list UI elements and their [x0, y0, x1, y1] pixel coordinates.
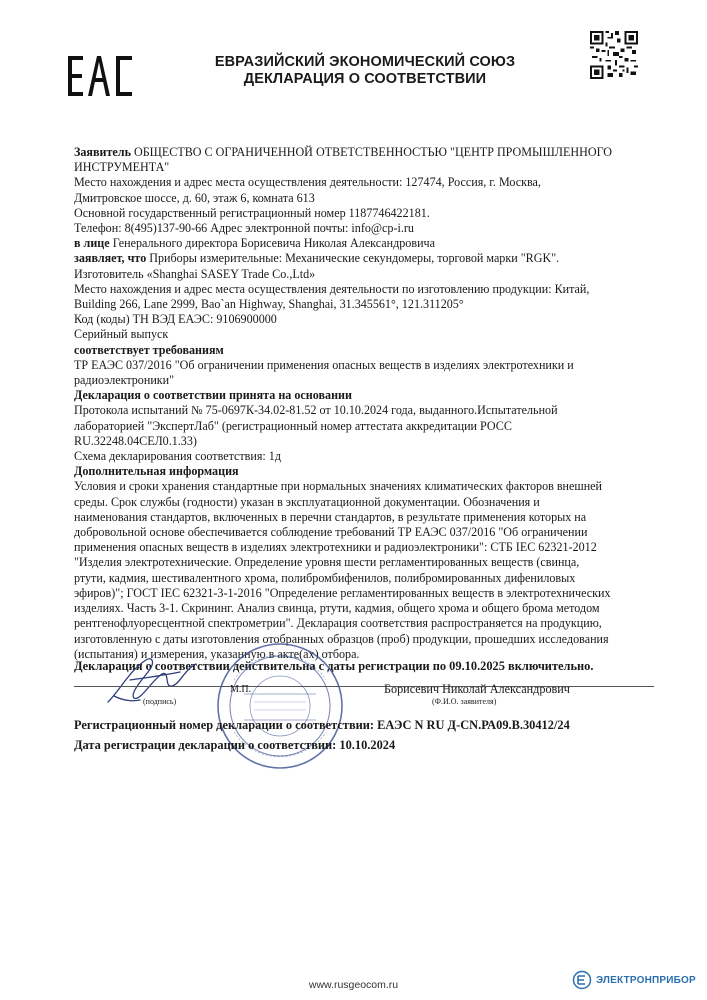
- additional-info-line: добровольной основе обеспечивается соблюдение требований ТР ЕАЭС 037/2016 "Об ограничении: [74, 525, 588, 540]
- tn-ved-code: Код (коды) ТН ВЭД ЕАЭС: 9106900000: [74, 312, 277, 327]
- additional-info-line: рентгенофлуоресцентной спектрометрии". Декларация соответствия распространяется на продукцию,: [74, 616, 602, 631]
- footer-brand: [572, 970, 696, 990]
- represented-line: [74, 236, 654, 251]
- additional-info-line: среды. Срок службы (годности) указан в эксплуатационной документации. Обозначения и: [74, 494, 540, 509]
- applicant-name: ОБЩЕСТВО С ОГРАНИЧЕННОЙ ОТВЕТСТВЕННОСТЬЮ "ЦЕНТР ПРОМЫШЛЕННОГО: [134, 145, 612, 159]
- series-type: Серийный выпуск: [74, 327, 169, 342]
- additional-info-line: применения опасных веществ в изделиях электротехники и радиоэлектроники": СТБ IEC 62321-2012: [74, 540, 597, 555]
- applicant-address-line2: Дмитровское шоссе, д. 60, этаж 6, комната 613: [74, 190, 315, 205]
- additional-info-line: ртути, кадмия, шестивалентного хрома, полибромбифенилов, полибромированных дифениловых: [74, 570, 576, 585]
- applicant-label: Заявитель: [74, 145, 131, 159]
- manufacturer: Изготовитель «Shanghai SASEY Trade Co.,Ltd»: [74, 266, 316, 281]
- applicant-phone: Телефон: 8(495)137-90-66 Адрес электронной почты: info@cp-i.ru: [74, 221, 414, 236]
- additional-info-line: "Изделия электротехнические. Определение уровня шести регламентированных веществ (свинца,: [74, 555, 580, 570]
- declaration-body: [74, 145, 654, 662]
- qr-code-icon: [590, 30, 638, 80]
- declaration-title: ДЕКЛАРАЦИЯ О СООТВЕТСТВИИ: [243, 71, 487, 87]
- registration-date: Дата регистрации декларации о соответствии: 10.10.2024: [74, 738, 396, 752]
- additional-info-line: изготовленную с даты изготовления отобранных образцов (проб) продукции, прошедших исследования: [74, 631, 609, 646]
- manufacturer-address-line2: Building 266, Lane 2999, Bao`an Highway, Shanghai, 31.345561°, 121.311205°: [74, 297, 464, 312]
- additional-info-line: наименования стандартов, включенных в перечни стандартов, в результате применения которых на: [74, 509, 587, 524]
- applicant-reg-number: Основной государственный регистрационный номер 1187746422181.: [74, 205, 430, 220]
- applicant-address-line1: Место нахождения и адрес места осуществления деятельности: 127474, Россия, г. Москва,: [74, 175, 541, 190]
- validity-statement: Декларация о соответствии действительна с даты регистрации по 09.10.2025 включительно.: [74, 659, 594, 673]
- product-value: Приборы измерительные: Механические секундомеры, торговой марки "RGK".: [149, 251, 560, 266]
- additional-info-line: эфиров)"; ГОСТ IEC 62321-3-1-2016 "Определение регламентированных веществ в электротехнических: [74, 585, 611, 600]
- additional-info-line: (испытания) и измерения, указанную в акте(ах) отбора.: [74, 646, 360, 661]
- requirements-label: соответствует требованиям: [74, 342, 224, 357]
- basis-line2: лабораторией "ЭкспертЛаб" (регистрационный номер аттестата аккредитации РОСС: [74, 418, 512, 433]
- basis-line1: Протокола испытаний № 75-0697К-34.02-81.52 от 10.10.2024 года, выданного.Испытательной: [74, 403, 558, 418]
- requirements-line1: ТР ЕАЭС 037/2016 "Об ограничении применения опасных веществ в изделиях электротехники и: [74, 357, 574, 372]
- footer-url[interactable]: www.rusgeocom.ru: [308, 979, 399, 991]
- document-title: [150, 54, 580, 88]
- applicant-name-line2: ИНСТРУМЕНТА": [74, 160, 170, 175]
- basis-line3: RU.32248.04СЕЛ0.1.33): [74, 433, 197, 448]
- additional-info-line: Условия и сроки хранения стандартные при нормальных значениях климатических факторов внешней: [74, 479, 603, 494]
- declares-label: заявляет, что: [74, 251, 147, 266]
- additional-info-line: изделиях. Часть 3-1. Скрининг. Анализ свинца, ртути, кадмия, общего хрома и общего брома методом: [74, 601, 600, 616]
- product-line: [74, 251, 654, 266]
- seal-place-label: М.П.: [230, 684, 252, 695]
- union-title: ЕВРАЗИЙСКИЙ ЭКОНОМИЧЕСКИЙ СОЮЗ: [214, 54, 516, 70]
- eac-logo-icon: [68, 56, 136, 96]
- declaration-scheme: Схема декларирования соответствия: 1д: [74, 449, 282, 464]
- elektronpribor-logo-icon: [572, 970, 592, 990]
- footer-brand-name: ЭЛЕКТРОНПРИБОР: [596, 974, 696, 986]
- basis-label: Декларация о соответствии принята на основании: [74, 388, 352, 403]
- requirements-line2: радиоэлектроники": [74, 373, 175, 388]
- represented-label: в лице: [74, 236, 110, 251]
- signature-caption: (подпись): [143, 697, 177, 706]
- signer-caption: (Ф.И.О. заявителя): [432, 697, 497, 706]
- additional-info-label: Дополнительная информация: [74, 464, 239, 479]
- manufacturer-address-line1: Место нахождения и адрес места осуществления деятельности по изготовлению продукции: Китай,: [74, 281, 590, 296]
- applicant-line: [74, 145, 654, 160]
- registration-number: Регистрационный номер декларации о соответствии: ЕАЭС N RU Д-CN.РА09.В.30412/24: [74, 718, 570, 732]
- signer-name: Борисевич Николай Александрович: [384, 682, 570, 696]
- represented-value: Генерального директора Борисевича Николая Александровича: [112, 236, 435, 251]
